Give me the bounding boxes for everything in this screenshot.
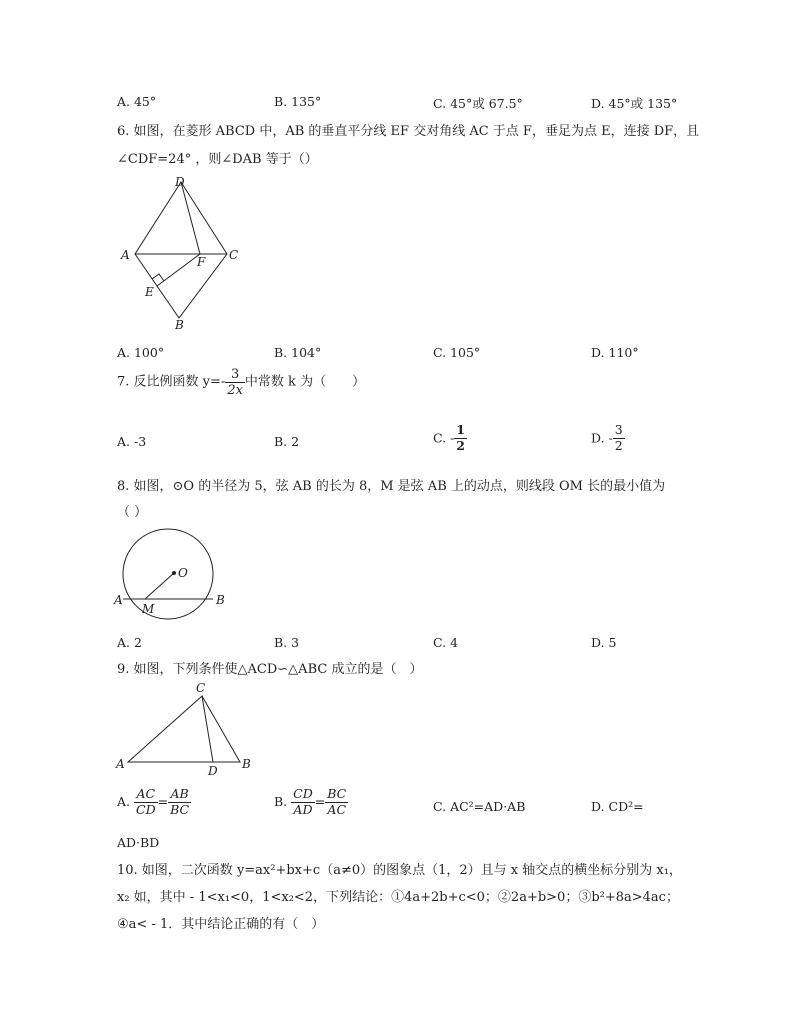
label-o: O: [178, 566, 188, 580]
label-a: A: [116, 757, 125, 771]
q7-option-c: C. - $\frac{1}{2}$: [433, 422, 465, 453]
label-d: D: [208, 764, 218, 778]
q7-fraction: $\frac{3}{2x}$: [227, 367, 243, 398]
q7-suffix: 中常数 k 为（ ）: [244, 374, 366, 390]
q9-option-b: B. $\frac{CD}{AD}$ = $\frac{BC}{AC}$: [274, 786, 347, 817]
q8-stem-line2: （ ）: [117, 505, 148, 520]
q10-stem-line1: 10. 如图，二次函数 y=ax²+bx+c（a≠0）的图象点（1，2）且与 x 轴交点的横坐标分别为 x₁，: [117, 863, 682, 878]
q7-prefix: 7. 反比例函数 y=-: [117, 374, 226, 390]
q5-option-c: C. 45°或 67.5°: [433, 96, 523, 111]
triangle-abc: [128, 696, 240, 762]
q9-option-d-continued: AD·BD: [117, 835, 160, 850]
label-b: B: [216, 593, 225, 607]
label-a: A: [121, 248, 130, 262]
q6-rhombus-figure: [115, 172, 245, 332]
q10-stem-line2: x₂ 如，其中 - 1<x₁<0，1<x₂<2，下列结论：①4a+2b+c<0；②2a+b>0；③b²+8a>4ac；: [117, 890, 679, 905]
q9-option-d: D. CD²=: [591, 799, 644, 814]
label-b: B: [242, 757, 251, 771]
segment-df: [181, 182, 200, 254]
label-m: M: [142, 602, 155, 616]
q6-option-c: C. 105°: [433, 345, 481, 360]
label-f: F: [197, 255, 206, 269]
label-e: E: [145, 285, 154, 299]
q7-option-a: A. -3: [117, 434, 147, 449]
label-b: B: [175, 318, 184, 332]
center-point-o: [172, 571, 176, 575]
segment-om: [145, 573, 174, 599]
q7-option-d: D. - $\frac{3}{2}$: [591, 422, 623, 453]
circle-o: [123, 529, 213, 619]
q9-triangle-figure: [112, 678, 262, 778]
q8-option-d: D. 5: [591, 635, 617, 650]
q5-option-d: D. 45°或 135°: [591, 96, 678, 111]
q5-option-b: B. 135°: [274, 94, 322, 109]
q6-stem-line1: 6. 如图，在菱形 ABCD 中，AB 的垂直平分线 EF 交对角线 AC 于点 F，垂足为点 E，连接 DF，且: [117, 124, 700, 139]
q8-option-a: A. 2: [117, 635, 142, 650]
label-c: C: [229, 248, 239, 262]
q8-option-b: B. 3: [274, 635, 300, 650]
q9-option-a: A. $\frac{AC}{CD}$ = $\frac{AB}{BC}$: [117, 786, 190, 817]
bisector-ef: [157, 254, 200, 286]
q8-option-c: C. 4: [433, 635, 459, 650]
q6-option-b: B. 104°: [274, 345, 322, 360]
q9-stem: 9. 如图，下列条件使△ACD∽△ABC 成立的是（ ）: [117, 662, 423, 677]
q6-option-d: D. 110°: [591, 345, 639, 360]
q7-option-b: B. 2: [274, 434, 300, 449]
right-angle-mark: [152, 274, 164, 281]
label-a: A: [114, 593, 123, 607]
q8-circle-figure: [112, 520, 237, 620]
q8-stem-line1: 8. 如图，⊙O 的半径为 5，弦 AB 的长为 8，M 是弦 AB 上的动点，则线段 OM 长的最小值为: [117, 479, 666, 494]
q7-stem: [117, 368, 365, 397]
q5-option-a: A. 45°: [117, 94, 157, 109]
q6-stem-line2: ∠CDF=24° ，则∠DAB 等于（）: [117, 152, 318, 167]
q6-option-a: A. 100°: [117, 345, 165, 360]
q10-stem-line3: ④a< - 1．其中结论正确的有（ ）: [117, 917, 325, 932]
q9-option-c: C. AC²=AD·AB: [433, 799, 526, 814]
label-d: D: [175, 175, 185, 189]
label-c: C: [196, 681, 206, 695]
